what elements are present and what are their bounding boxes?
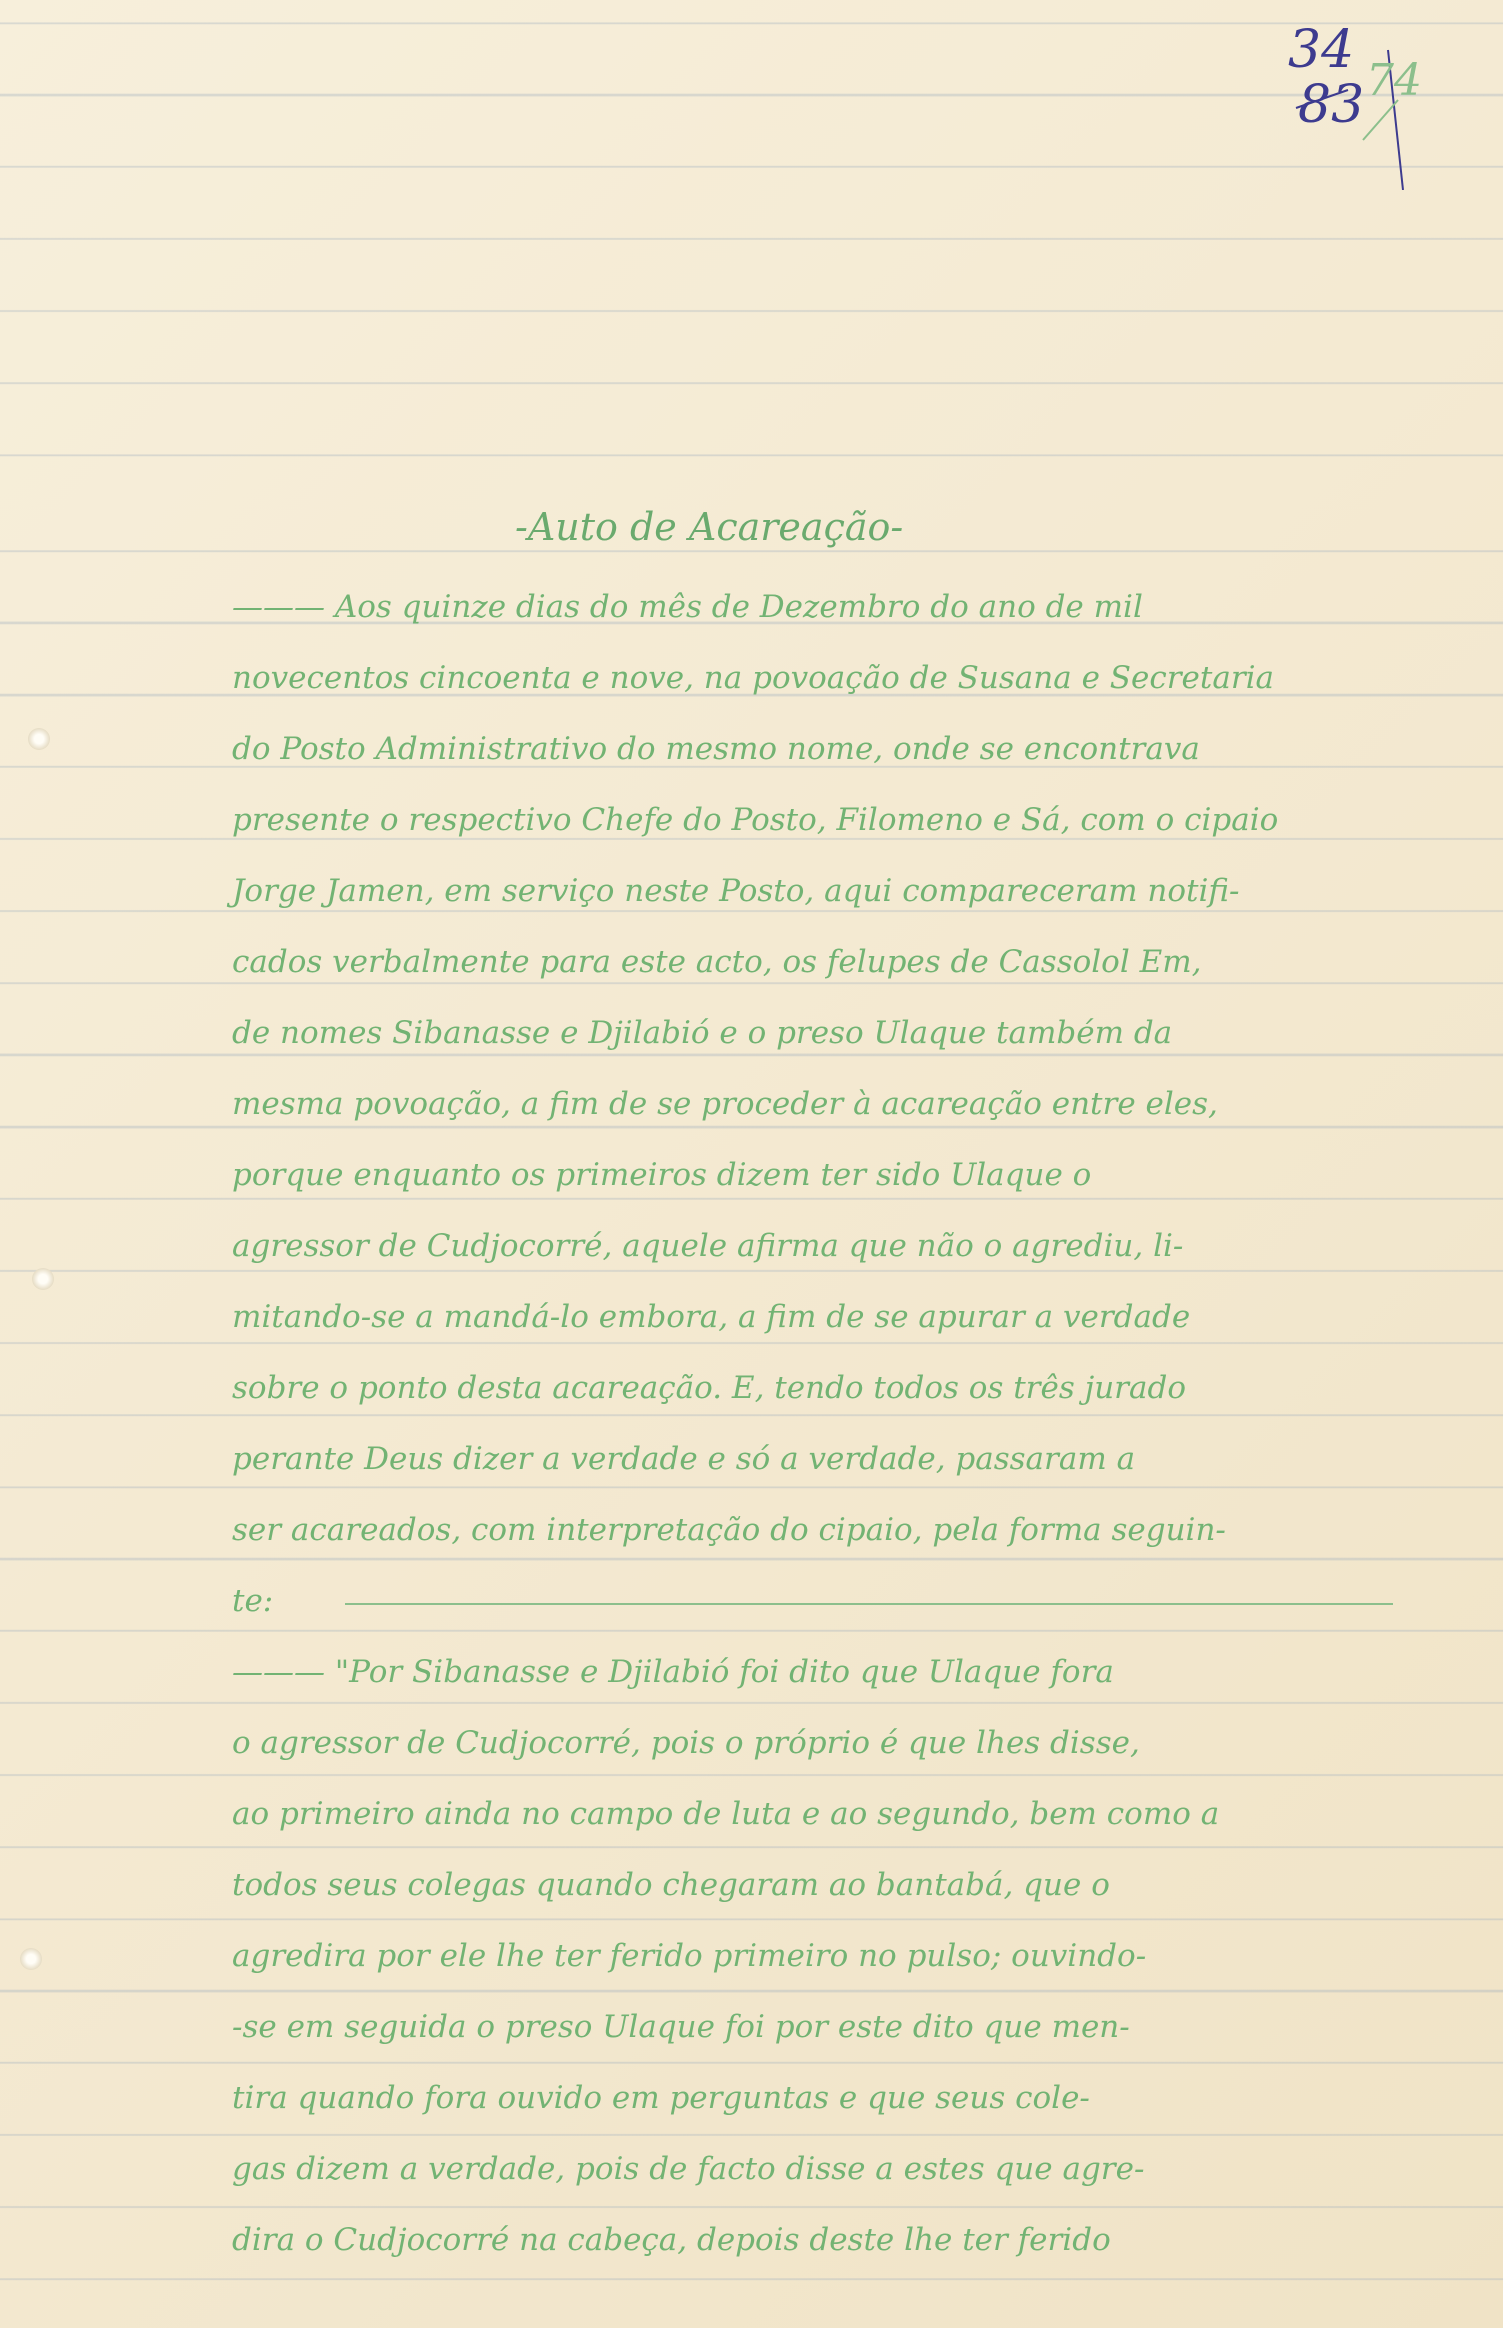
text-line: perante Deus dizer a verdade e só a verdade, passaram a: [232, 1441, 1136, 1477]
text-line: Jorge Jamen, em serviço neste Posto, aqui compareceram notifi-: [232, 873, 1240, 909]
text-line: ao primeiro ainda no campo de luta e ao segundo, bem como a: [232, 1796, 1220, 1832]
text-line: -se em seguida o preso Ulaque foi por este dito que men-: [232, 2009, 1130, 2045]
punch-hole-middle: [32, 1268, 54, 1290]
text-line: de nomes Sibanasse e Djilabió e o preso Ulaque também da: [232, 1015, 1173, 1051]
text-line: tira quando fora ouvido em perguntas e que seus cole-: [232, 2080, 1090, 2116]
text-line: agressor de Cudjocorré, aquele afirma que não o agrediu, li-: [232, 1228, 1184, 1264]
text-line: sobre o ponto desta acareação. E, tendo todos os três jurado: [232, 1370, 1186, 1406]
text-line: porque enquanto os primeiros dizem ter sido Ulaque o: [232, 1157, 1092, 1193]
punch-hole-top: [28, 728, 50, 750]
folio-number-old: 74: [1366, 55, 1422, 106]
text-line: ——— "Por Sibanasse e Djilabió foi dito que Ulaque fora: [232, 1654, 1114, 1690]
text-line: gas dizem a verdade, pois de facto disse a estes que agre-: [232, 2151, 1145, 2187]
text-line: te:: [232, 1583, 274, 1619]
text-line: cados verbalmente para este acto, os felupes de Cassolol Em,: [232, 944, 1202, 980]
text-line: ——— Aos quinze dias do mês de Dezembro do ano de mil: [232, 589, 1143, 625]
text-line: presente o respectivo Chefe do Posto, Filomeno e Sá, com o cipaio: [232, 802, 1279, 838]
text-line: mesma povoação, a fim de se proceder à acareação entre eles,: [232, 1086, 1218, 1122]
text-line: dira o Cudjocorré na cabeça, depois deste lhe ter ferido: [232, 2222, 1111, 2258]
text-line: ser acareados, com interpretação do cipaio, pela forma seguin-: [232, 1512, 1226, 1548]
text-line: agredira por ele lhe ter ferido primeiro no pulso; ouvindo-: [232, 1938, 1147, 1974]
folio-numbers: [1288, 20, 1422, 190]
folio-number-struck: 83: [1298, 75, 1365, 135]
text-line: do Posto Administrativo do mesmo nome, onde se encontrava: [232, 731, 1200, 767]
folio-number-current: 34: [1288, 20, 1355, 80]
document-title: -Auto de Acareação-: [515, 505, 904, 549]
text-line: mitando-se a mandá-lo embora, a fim de se apurar a verdade: [232, 1299, 1191, 1335]
text-line: novecentos cincoenta e nove, na povoação de Susana e Secretaria: [232, 660, 1275, 696]
manuscript-body: [232, 572, 1412, 2276]
punch-hole-bottom: [20, 1948, 42, 1970]
text-line: o agressor de Cudjocorré, pois o próprio é que lhes disse,: [232, 1725, 1140, 1761]
end-of-paragraph-rule: [345, 1603, 1393, 1605]
text-line: todos seus colegas quando chegaram ao bantabá, que o: [232, 1867, 1110, 1903]
